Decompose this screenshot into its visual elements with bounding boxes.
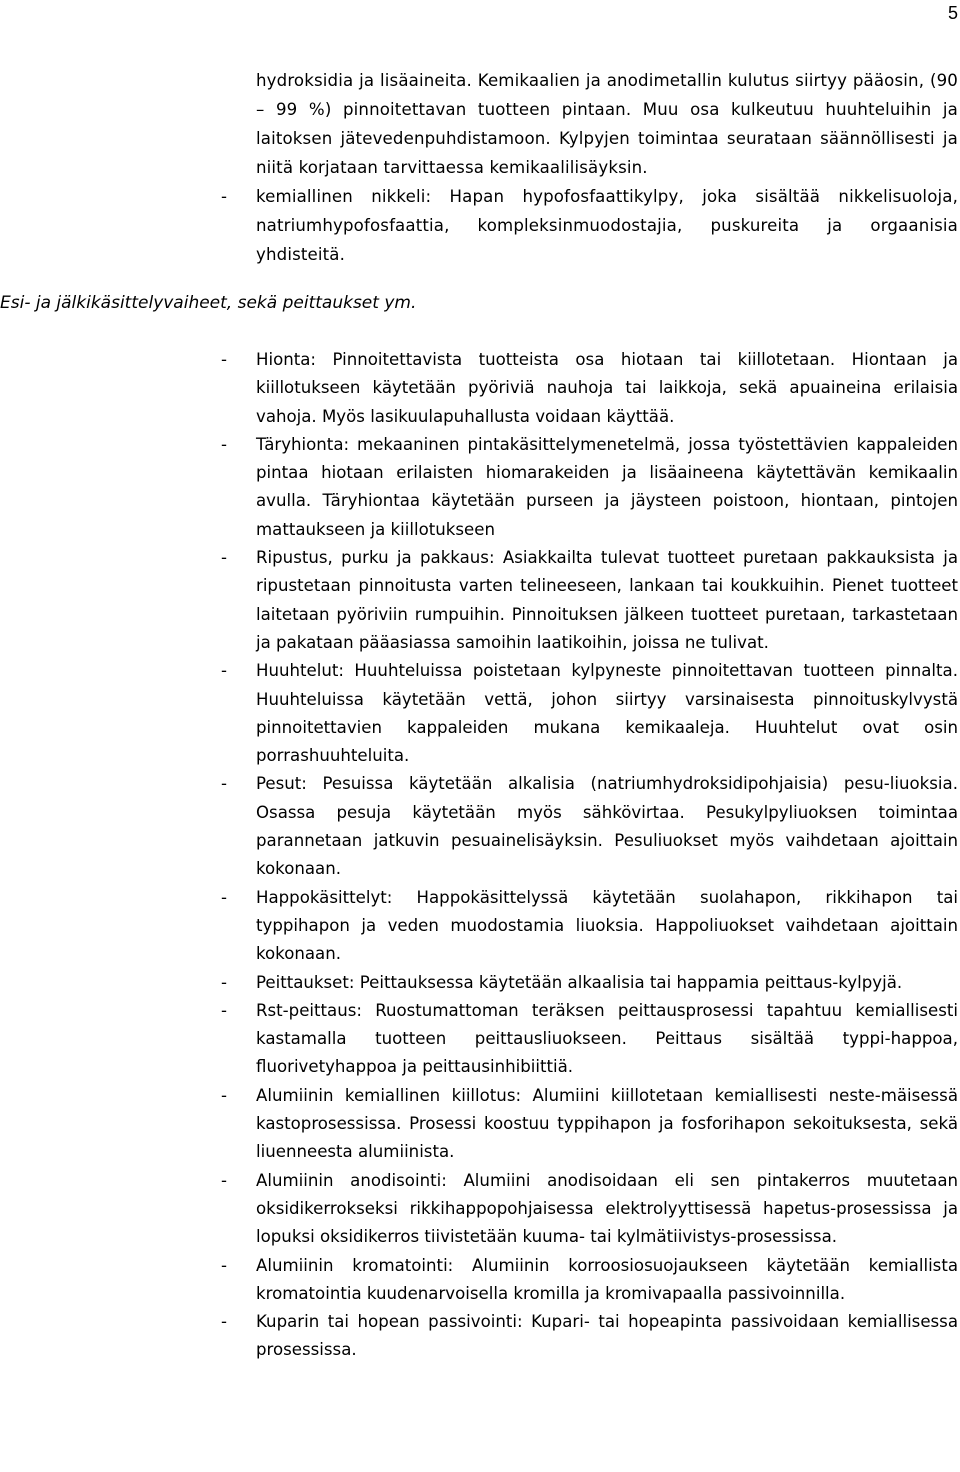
bullet-dash: - bbox=[221, 350, 227, 369]
bullet-dash: - bbox=[221, 434, 227, 454]
list-item-rst-peittaus bbox=[221, 997, 958, 1082]
bullet-dash: - bbox=[221, 774, 227, 794]
bullet-dash: - bbox=[221, 1312, 227, 1332]
list-item-text: Pesut: Pesuissa käytetään alkalisia (natriumhydroksidipohjaisia) pesu-liuoksia. Osassa pesuja käytetään myös sähkövirtaa. Pesukylpyliuoksen toimintaa parannetaan jatkuvin pesuainelisäyksin. Pesuliuokset myös vaihdetaan ajoittain kokonaan. bbox=[256, 774, 958, 879]
bullet-dash: - bbox=[221, 1085, 227, 1105]
list-item-kemiallinen-nikkeli bbox=[221, 182, 958, 269]
list-item-taryhionta bbox=[221, 431, 958, 544]
intro-continuation-paragraph: hydroksidia ja lisäaineita. Kemikaalien ja anodimetallin kulutus siirtyy pääosin, (90 – 99 %) pinnoitettavan tuotteen pintaan. Muu osa kulkeutuu huuhteluihin ja laitoksen jätevedenpuhdistamoon. Kylpyjen toimintaa seurataan säännöllisesti ja niitä korjataan tarvittaessa kemikaalilisäyksin. bbox=[256, 71, 958, 177]
list-item-alumiinin-anodisointi bbox=[221, 1167, 958, 1252]
list-item-text: Ripustus, purku ja pakkaus: Asiakkailta tulevat tuotteet puretaan pakkauksista ja ripustetaan pinnoitusta varten telineeseen, lankaan tai koukkuihin. Pienet tuotteet laitetaan pyöriviin rumpuihin. Pinnoituksen jälkeen tuotteet puretaan, tarkastetaan ja pakataan pääasiassa samoihin laatikoihin, joissa ne tulivat. bbox=[256, 548, 958, 652]
intro-bullet-list bbox=[221, 182, 958, 269]
list-item-huuhtelut bbox=[221, 657, 958, 770]
bullet-dash: - bbox=[221, 187, 228, 206]
bullet-dash: - bbox=[221, 1000, 227, 1020]
list-item-pesut bbox=[221, 770, 958, 883]
bullet-dash: - bbox=[221, 661, 227, 681]
list-item-text: Hionta: Pinnoitettavista tuotteista osa hiotaan tai kiillotetaan. Hiontaan ja kiillotukseen käytetään pyöriviä nauhoja tai laikkoja, sekä apuaineina erilaisia vahoja. Myös lasikuulapuhallusta voidaan käyttää. bbox=[256, 350, 958, 426]
list-item-hionta bbox=[221, 346, 958, 431]
list-item-alumiinin-kiillotus bbox=[221, 1082, 958, 1167]
list-item-text: Täryhionta: mekaaninen pintakäsittelymenetelmä, jossa työstettävien kappaleiden pintaa hiotaan erilaisten hiomarakeiden ja lisäaineena käytettävän kemikaalin avulla. Täryhiontaa käytetään purseen ja jäysteen poistoon, hiontaan, pintojen mattaukseen ja kiillotukseen bbox=[256, 434, 958, 539]
list-item-alumiinin-kromatointi bbox=[221, 1252, 958, 1309]
bullet-dash: - bbox=[221, 887, 227, 907]
list-item-text: Kuparin tai hopean passivointi: Kupari- tai hopeapinta passivoidaan kemiallisessa prosessissa. bbox=[256, 1312, 958, 1360]
process-bullet-list bbox=[221, 346, 958, 1365]
list-item-peittaukset bbox=[221, 969, 958, 997]
list-item-happokasittelyt bbox=[221, 884, 958, 969]
list-item-text: kemiallinen nikkeli: Hapan hypofosfaattikylpy, joka sisältää nikkelisuoloja, natriumhypofosfaattia, kompleksinmuodostajia, puskureita ja orgaanisia yhdisteitä. bbox=[256, 187, 958, 264]
bullet-dash: - bbox=[221, 1170, 227, 1190]
list-item-text: Alumiinin kemiallinen kiillotus: Alumiini kiillotetaan kemiallisesti neste-mäisessä kastoprosessissa. Prosessi koostuu typpihapon ja fosforihapon sekoituksesta, sekä liuenneesta alumiinista. bbox=[256, 1085, 958, 1162]
page-number: 5 bbox=[947, 3, 958, 23]
bullet-dash: - bbox=[221, 972, 227, 992]
bullet-dash: - bbox=[221, 548, 227, 568]
list-item-text: Peittaukset: Peittauksessa käytetään alkaalisia tai happamia peittaus-kylpyjä. bbox=[256, 972, 903, 992]
list-item-text: Alumiinin anodisointi: Alumiini anodisoidaan eli sen pintakerros muutetaan oksidikerrokseksi rikkihappopohjaisessa elektrolyyttisessä hapetus-prosessissa ja lopuksi oksidikerros tiivistetään kuuma- tai kylmätiivistys-prosessissa. bbox=[256, 1170, 958, 1247]
list-item-text: Alumiinin kromatointi: Alumiinin korroosiosuojaukseen käytetään kemiallista kromatointia kuudenarvoisella kromilla ja kromivapaalla passivoinnilla. bbox=[256, 1255, 958, 1303]
section-heading: Esi- ja jälkikäsittelyvaiheet, sekä peittaukset ym. bbox=[0, 293, 417, 313]
list-item-text: Rst-peittaus: Ruostumattoman teräksen peittausprosessi tapahtuu kemiallisesti kastamalla tuotteen peittausliuokseen. Peittaus sisältää typpi-happoa, fluorivetyhappoa ja peittausinhibiittiä. bbox=[256, 1000, 958, 1077]
bullet-dash: - bbox=[221, 1255, 227, 1275]
list-item-ripustus bbox=[221, 544, 958, 657]
list-item-text: Huuhtelut: Huuhteluissa poistetaan kylpyneste pinnoitettavan tuotteen pinnalta. Huuhteluissa käytetään vettä, johon siirtyy varsinaisesta pinnoituskylvystä pinnoitettavien kappaleiden mukana kemikaaleja. Huuhtelut ovat osin porrashuuhteluita. bbox=[256, 661, 958, 766]
list-item-passivointi bbox=[221, 1308, 958, 1365]
list-item-text: Happokäsittelyt: Happokäsittelyssä käytetään suolahapon, rikkihapon tai typpihapon ja veden muodostamia liuoksia. Happoliuokset vaihdetaan ajoittain kokonaan. bbox=[256, 887, 958, 964]
